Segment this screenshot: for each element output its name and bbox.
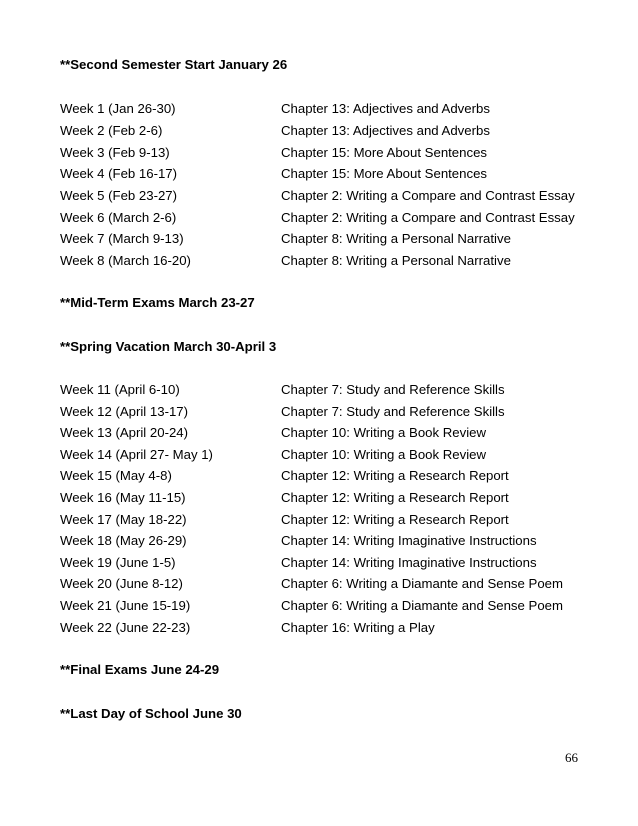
schedule-row bbox=[60, 145, 620, 161]
week-label: Week 11 (April 6-10) bbox=[60, 382, 180, 397]
schedule-row bbox=[60, 576, 620, 592]
chapter-label: Chapter 12: Writing a Research Report bbox=[281, 512, 509, 527]
week-label: Week 13 (April 20-24) bbox=[60, 425, 189, 440]
chapter-label: Chapter 7: Study and Reference Skills bbox=[281, 382, 505, 397]
week-label: Week 15 (May 4-8) bbox=[60, 468, 172, 483]
week-label: Week 6 (March 2-6) bbox=[60, 210, 177, 225]
chapter-label: Chapter 16: Writing a Play bbox=[281, 620, 435, 635]
schedule-row bbox=[60, 447, 620, 463]
chapter-label: Chapter 8: Writing a Personal Narrative bbox=[281, 231, 511, 246]
week-label: Week 7 (March 9-13) bbox=[60, 231, 184, 246]
chapter-label: Chapter 13: Adjectives and Adverbs bbox=[281, 123, 490, 138]
chapter-label: Chapter 12: Writing a Research Report bbox=[281, 490, 509, 505]
week-label: Week 8 (March 16-20) bbox=[60, 253, 191, 268]
schedule-row bbox=[60, 533, 620, 549]
schedule-row bbox=[60, 382, 620, 398]
chapter-label: Chapter 10: Writing a Book Review bbox=[281, 447, 486, 462]
week-label: Week 20 (June 8-12) bbox=[60, 576, 183, 591]
week-label: Week 16 (May 11-15) bbox=[60, 490, 186, 505]
schedule-row bbox=[60, 490, 620, 506]
spring-vacation-heading: **Spring Vacation March 30-April 3 bbox=[60, 339, 277, 354]
week-label: Week 3 (Feb 9-13) bbox=[60, 145, 170, 160]
week-label: Week 4 (Feb 16-17) bbox=[60, 166, 178, 181]
schedule-row bbox=[60, 425, 620, 441]
schedule-row bbox=[60, 231, 620, 247]
last-day-heading: **Last Day of School June 30 bbox=[60, 706, 242, 721]
schedule-row bbox=[60, 555, 620, 571]
week-label: Week 12 (April 13-17) bbox=[60, 404, 189, 419]
schedule-row bbox=[60, 404, 620, 420]
schedule-row bbox=[60, 101, 620, 117]
chapter-label: Chapter 13: Adjectives and Adverbs bbox=[281, 101, 490, 116]
week-label: Week 18 (May 26-29) bbox=[60, 533, 187, 548]
schedule-row bbox=[60, 188, 620, 204]
schedule-row bbox=[60, 166, 620, 182]
chapter-label: Chapter 14: Writing Imaginative Instructions bbox=[281, 555, 537, 570]
week-label: Week 1 (Jan 26-30) bbox=[60, 101, 176, 116]
schedule-row bbox=[60, 210, 620, 226]
chapter-label: Chapter 2: Writing a Compare and Contrast Essay bbox=[281, 188, 575, 203]
chapter-label: Chapter 10: Writing a Book Review bbox=[281, 425, 486, 440]
chapter-label: Chapter 14: Writing Imaginative Instructions bbox=[281, 533, 537, 548]
schedule-row bbox=[60, 123, 620, 139]
midterm-heading: **Mid-Term Exams March 23-27 bbox=[60, 295, 255, 310]
schedule-row bbox=[60, 620, 620, 636]
week-label: Week 21 (June 15-19) bbox=[60, 598, 191, 613]
schedule-row bbox=[60, 512, 620, 528]
chapter-label: Chapter 2: Writing a Compare and Contrast Essay bbox=[281, 210, 575, 225]
week-label: Week 5 (Feb 23-27) bbox=[60, 188, 178, 203]
week-label: Week 22 (June 22-23) bbox=[60, 620, 191, 635]
chapter-label: Chapter 6: Writing a Diamante and Sense Poem bbox=[281, 576, 563, 591]
schedule-row bbox=[60, 253, 620, 269]
week-label: Week 17 (May 18-22) bbox=[60, 512, 187, 527]
schedule-row bbox=[60, 468, 620, 484]
week-label: Week 2 (Feb 2-6) bbox=[60, 123, 163, 138]
second-semester-heading: **Second Semester Start January 26 bbox=[60, 57, 288, 72]
chapter-label: Chapter 12: Writing a Research Report bbox=[281, 468, 509, 483]
chapter-label: Chapter 7: Study and Reference Skills bbox=[281, 404, 505, 419]
chapter-label: Chapter 15: More About Sentences bbox=[281, 166, 488, 181]
chapter-label: Chapter 8: Writing a Personal Narrative bbox=[281, 253, 511, 268]
final-exams-heading: **Final Exams June 24-29 bbox=[60, 662, 220, 677]
week-label: Week 14 (April 27- May 1) bbox=[60, 447, 213, 462]
week-label: Week 19 (June 1-5) bbox=[60, 555, 176, 570]
chapter-label: Chapter 6: Writing a Diamante and Sense Poem bbox=[281, 598, 563, 613]
chapter-label: Chapter 15: More About Sentences bbox=[281, 145, 488, 160]
schedule-row bbox=[60, 598, 620, 614]
page-number: 66 bbox=[565, 750, 578, 765]
